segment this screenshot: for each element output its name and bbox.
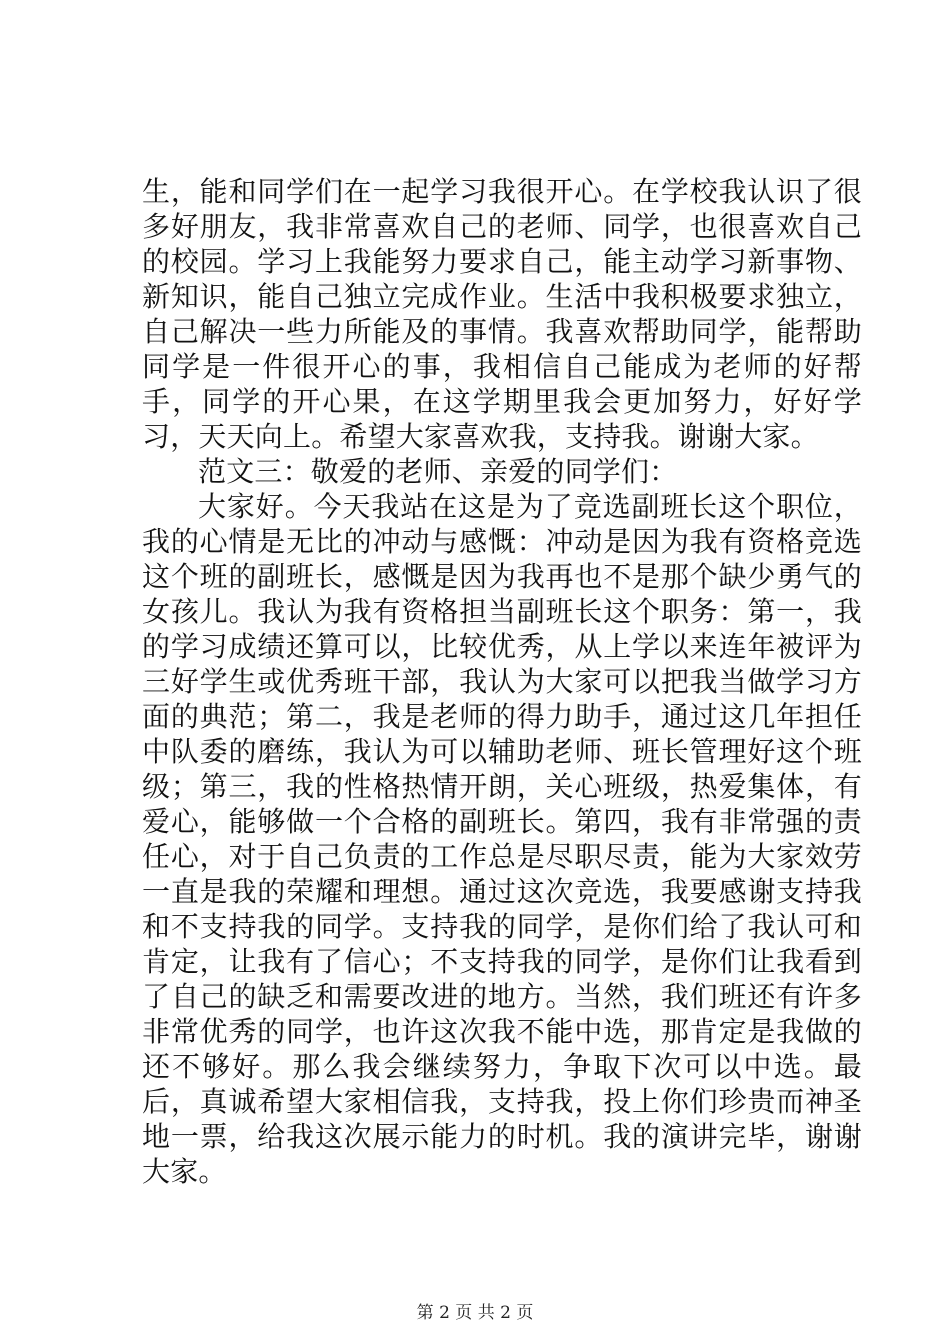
document-body: [142, 174, 862, 1189]
paragraph-continued-speech: 生，能和同学们在一起学习我很开心。在学校我认识了很多好朋友，我非常喜欢自己的老师、同学，也很喜欢自己的校园。学习上我能努力要求自己，能主动学习新事物、新知识，能自己独立完成作业。生活中我积极要求独立，自己解决一些力所能及的事情。我喜欢帮助同学，能帮助同学是一件很开心的事，我相信自己能成为老师的好帮手，同学的开心果，在这学期里我会更加努力，好好学习，天天向上。希望大家喜欢我，支持我。谢谢大家。: [142, 175, 862, 453]
paragraph-sample-three-heading: 范文三：敬爱的老师、亲爱的同学们：: [198, 455, 678, 488]
page-footer: [0, 1302, 950, 1324]
paragraph-sample-three-body: 大家好。今天我站在这是为了竞选副班长这个职位，我的心情是无比的冲动与感慨：冲动是因为我有资格竞选这个班的副班长，感慨是因为我再也不是那个缺少勇气的女孩儿。我认为我有资格担当副班长这个职务：第一，我的学习成绩还算可以，比较优秀，从上学以来连年被评为三好学生或优秀班干部，我认为大家可以把我当做学习方面的典范；第二，我是老师的得力助手，通过这几年担任中队委的磨练，我认为可以辅助老师、班长管理好这个班级；第三，我的性格热情开朗，关心班级，热爱集体，有爱心，能够做一个合格的副班长。第四，我有非常强的责任心，对于自己负责的工作总是尽职尽责，能为大家效劳一直是我的荣耀和理想。通过这次竞选，我要感谢支持我和不支持我的同学。支持我的同学，是你们给了我认可和肯定，让我有了信心；不支持我的同学，是你们让我看到了自己的缺乏和需要改进的地方。当然，我们班还有许多非常优秀的同学，也许这次我不能中选，那肯定是我做的还不够好。那么我会继续努力，争取下次可以中选。最后，真诚希望大家相信我，支持我，投上你们珍贵而神圣地一票，给我这次展示能力的时机。我的演讲完毕，谢谢大家。: [142, 490, 862, 1188]
page-number-label: 第 2 页 共 2 页: [416, 1303, 534, 1323]
